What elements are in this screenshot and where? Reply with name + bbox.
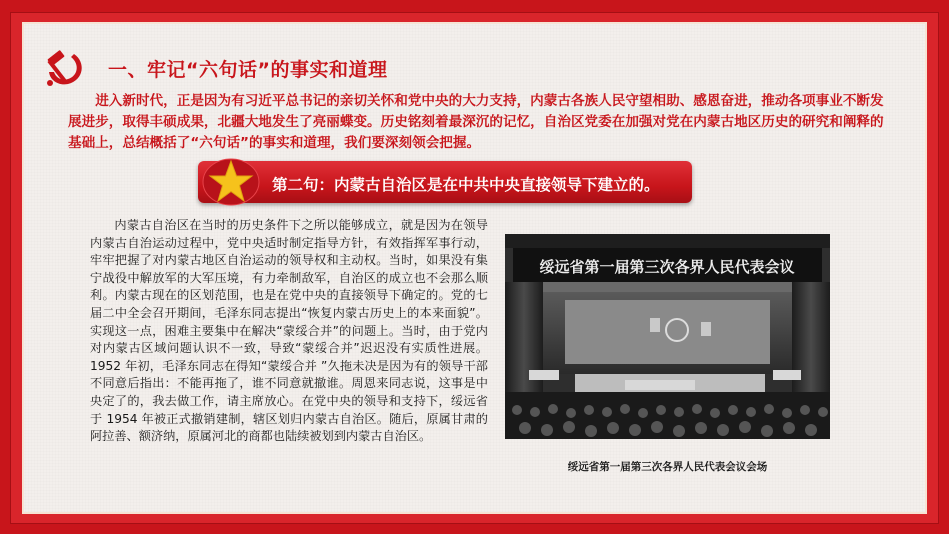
gold-star-icon (202, 158, 260, 206)
body-paragraph: 内蒙古自治区在当时的历史条件下之所以能够成立，就是因为在领导内蒙古自治运动过程中，党中央适时制定指导方针，有效指挥军事行动，牢牢把握了对内蒙古地区自治运动的领导权和主动权。当时，如果没有集宁战役中解放军的大军压境，有力牵制敌军，自治区的成立也不会那么顺利。内蒙古现在的区划范围，也是在党中央的直接领导下确定的。党的七届二中全会召开期间，毛泽东同志提出“恢复内蒙古历史上的本来面貌”。实现这一点，困难主要集中在解决“蒙绥合并”的问题上。当时，由于党内对内蒙古区域问题认识不一致，导致“蒙绥合并”迟迟没有实质性进展。1952 年初，毛泽东同志在得知“蒙绥合并 ”久拖未决是因为有的领导干部不同意后指出：不能再拖了，谁不同意就撤谁。周恩来同志说，这事是中央定了的，我去做工作，请主席放心。在党中央的领导和支持下，绥远省于 1954 年被正式撤销建制，辖区划归内蒙古自治区。随后，原属甘肃的阿拉善、额济纳，原属河北的商都也陆续被划到内蒙古自治区。 (90, 218, 488, 444)
hammer-and-sickle-icon (44, 48, 90, 88)
sentence-banner (198, 161, 692, 203)
intro-paragraph: 进入新时代，正是因为有习近平总书记的亲切关怀和党中央的大力支持，内蒙古各族人民守望相助、感恩奋进，推动各项事业不断发展进步，取得丰硕成果，北疆大地发生了亮丽蝶变。历史铭刻着最深沉的记忆，自治区党委在加强对党在内蒙古地区历史的研究和阐释的基础上，总结概括了“六句话”的事实和道理，我们要深刻领会把握。 (68, 93, 884, 151)
photo-banner-text: 绥远省第一届第三次各界人民代表会议 (539, 258, 795, 276)
historical-photo (505, 234, 830, 439)
photo-caption: 绥远省第一届第三次各界人民代表会议会场 (567, 461, 768, 473)
banner-text: 第二句：内蒙古自治区是在中共中央直接领导下建立的。 (272, 176, 660, 194)
section-title: 一、牢记“六句话”的事实和道理 (108, 59, 388, 81)
photo-illustration (505, 234, 830, 439)
